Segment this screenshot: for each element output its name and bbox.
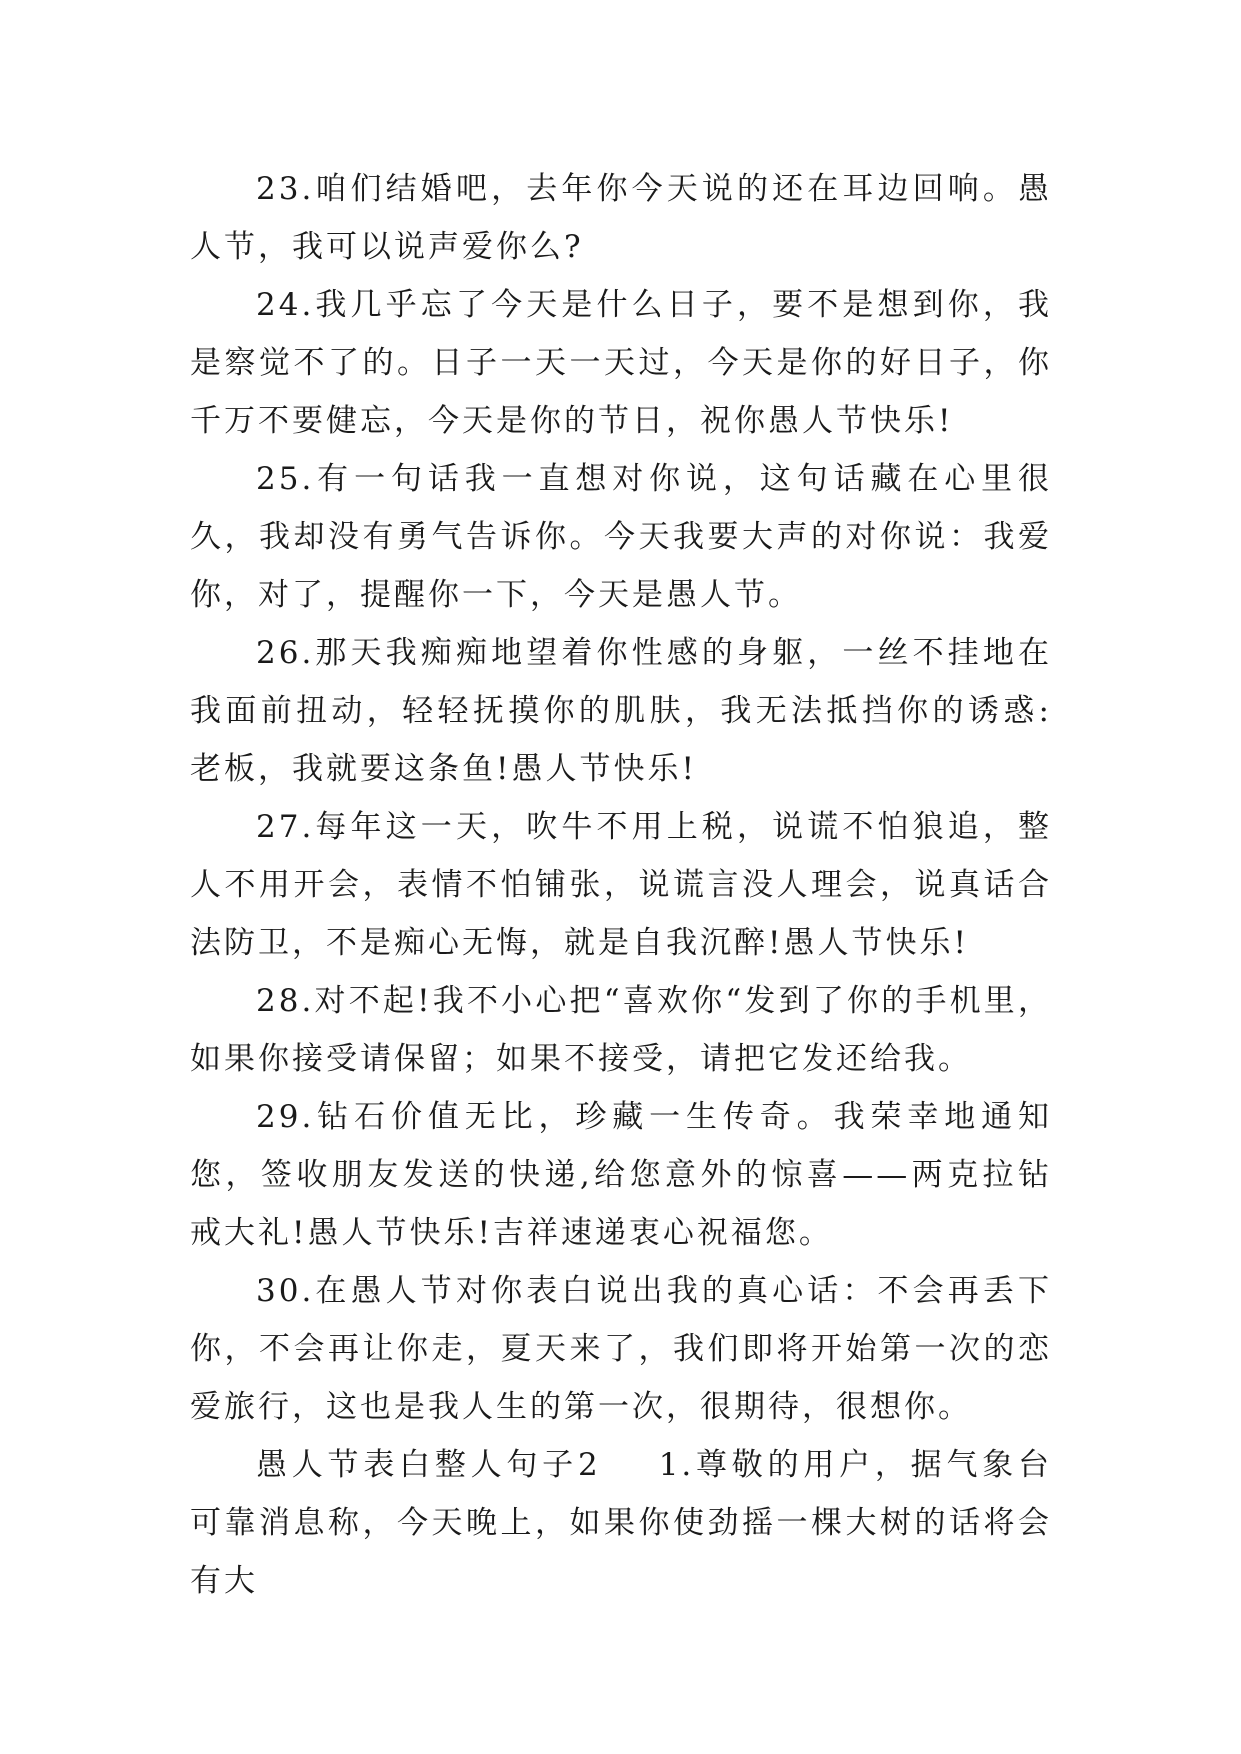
paragraph-28: 28.对不起!我不小心把“喜欢你“发到了你的手机里，如果你接受请保留；如果不接受，请把它发还给我。: [190, 983, 1052, 1077]
document-body: [190, 160, 1052, 1610]
section-paragraph: [190, 1436, 1052, 1610]
paragraph-26: 26.那天我痴痴地望着你性感的身躯，一丝不挂地在我面前扭动，轻轻抚摸你的肌肤，我无法抵挡你的诱惑:老板，我就要这条鱼!愚人节快乐!: [190, 635, 1052, 787]
paragraph-27: 27.每年这一天，吹牛不用上税，说谎不怕狼追，整人不用开会，表情不怕铺张，说谎言没人理会，说真话合法防卫，不是痴心无悔，就是自我沉醉!愚人节快乐!: [190, 809, 1052, 961]
section-first-item: 1.尊敬的用户，据气象台可靠消息称，今天晚上，如果你使劲摇一棵大树的话将会有大: [190, 1447, 1052, 1599]
paragraph-30: 30.在愚人节对你表白说出我的真心话：不会再丢下你，不会再让你走，夏天来了，我们即将开始第一次的恋爱旅行，这也是我人生的第一次，很期待，很想你。: [190, 1273, 1052, 1425]
paragraph-29: 29.钻石价值无比，珍藏一生传奇。我荣幸地通知您，签收朋友发送的快递,给您意外的惊喜——两克拉钻戒大礼!愚人节快乐!吉祥速递衷心祝福您。: [190, 1099, 1052, 1251]
section-heading: 愚人节表白整人句子2: [256, 1447, 601, 1483]
paragraph-23: 23.咱们结婚吧，去年你今天说的还在耳边回响。愚人节，我可以说声爱你么?: [190, 171, 1052, 265]
paragraph-25: 25.有一句话我一直想对你说，这句话藏在心里很久，我却没有勇气告诉你。今天我要大声的对你说：我爱你，对了，提醒你一下，今天是愚人节。: [190, 461, 1052, 613]
paragraph-24: 24.我几乎忘了今天是什么日子，要不是想到你，我是察觉不了的。日子一天一天过，今天是你的好日子，你千万不要健忘，今天是你的节日，祝你愚人节快乐!: [190, 287, 1052, 439]
